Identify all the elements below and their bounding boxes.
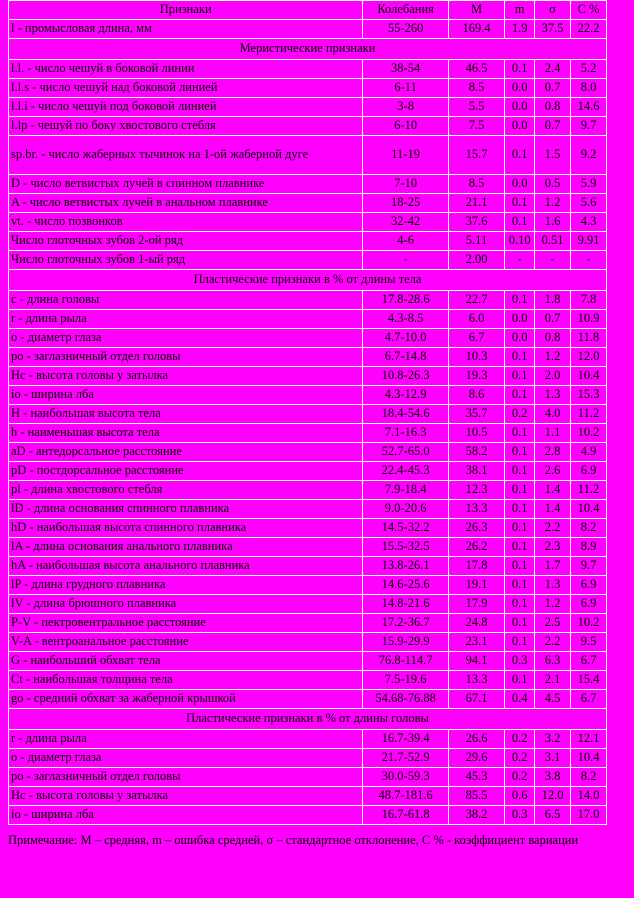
cell-cv: 6.9 bbox=[571, 576, 607, 595]
cell-sd: 3.2 bbox=[535, 730, 571, 749]
table-row bbox=[9, 576, 607, 595]
cell-error: - bbox=[505, 251, 535, 270]
cell-mean: 21.1 bbox=[448, 194, 505, 213]
cell-range: 22.4-45.3 bbox=[363, 462, 448, 481]
cell-error: 0.3 bbox=[505, 806, 535, 825]
section-row bbox=[9, 39, 607, 60]
cell-mean: 26.6 bbox=[448, 730, 505, 749]
cell-mean: 6.0 bbox=[448, 310, 505, 329]
cell-error: 0.0 bbox=[505, 98, 535, 117]
cell-trait: pl - длина хвостового стебля bbox=[9, 481, 363, 500]
table-body bbox=[9, 20, 607, 825]
cell-mean: 19.1 bbox=[448, 576, 505, 595]
cell-mean: 12.3 bbox=[448, 481, 505, 500]
cell-trait: l.l.s - число чешуй над боковой линией bbox=[9, 79, 363, 98]
cell-range: 17.8-28.6 bbox=[363, 291, 448, 310]
cell-error: 0.2 bbox=[505, 730, 535, 749]
cell-trait: H - наибольшая высота тела bbox=[9, 405, 363, 424]
table-row bbox=[9, 633, 607, 652]
cell-range: 17.2-36.7 bbox=[363, 614, 448, 633]
cell-trait: io - ширина лба bbox=[9, 386, 363, 405]
cell-trait: Ct - наибольшая толщина тела bbox=[9, 671, 363, 690]
cell-error: 0.1 bbox=[505, 500, 535, 519]
cell-mean: 17.9 bbox=[448, 595, 505, 614]
cell-mean: 58.2 bbox=[448, 443, 505, 462]
cell-sd: 1.4 bbox=[535, 500, 571, 519]
cell-range: - bbox=[363, 251, 448, 270]
cell-cv: 11.2 bbox=[571, 405, 607, 424]
cell-sd: 2.3 bbox=[535, 538, 571, 557]
cell-trait: po - заглазничный отдел головы bbox=[9, 348, 363, 367]
cell-sd: 2.4 bbox=[535, 60, 571, 79]
cell-error: 0.1 bbox=[505, 614, 535, 633]
cell-error: 0.1 bbox=[505, 633, 535, 652]
cell-error: 0.1 bbox=[505, 367, 535, 386]
cell-mean: 29.6 bbox=[448, 749, 505, 768]
cell-cv: - bbox=[571, 251, 607, 270]
cell-trait: Hc - высота головы у затылка bbox=[9, 367, 363, 386]
cell-sd: 0.5 bbox=[535, 175, 571, 194]
cell-cv: 4.3 bbox=[571, 213, 607, 232]
section-row bbox=[9, 709, 607, 730]
cell-error: 0.1 bbox=[505, 481, 535, 500]
cell-cv: 8.2 bbox=[571, 519, 607, 538]
cell-sd: 4.0 bbox=[535, 405, 571, 424]
cell-cv: 5.9 bbox=[571, 175, 607, 194]
header-trait: Признаки bbox=[9, 1, 363, 20]
table-row bbox=[9, 251, 607, 270]
table-row bbox=[9, 175, 607, 194]
cell-error: 0.1 bbox=[505, 386, 535, 405]
cell-range: 7.5-19.6 bbox=[363, 671, 448, 690]
cell-cv: 9.5 bbox=[571, 633, 607, 652]
cell-sd: 12.0 bbox=[535, 787, 571, 806]
cell-sd: 1.3 bbox=[535, 576, 571, 595]
cell-range: 6-11 bbox=[363, 79, 448, 98]
table-row bbox=[9, 614, 607, 633]
cell-mean: 19.3 bbox=[448, 367, 505, 386]
table-row bbox=[9, 405, 607, 424]
cell-cv: 8.0 bbox=[571, 79, 607, 98]
cell-sd: 2.5 bbox=[535, 614, 571, 633]
header-cv: C % bbox=[571, 1, 607, 20]
section-title: Пластические признаки в % от длины головы bbox=[9, 709, 607, 730]
cell-sd: 6.3 bbox=[535, 652, 571, 671]
cell-cv: 17.0 bbox=[571, 806, 607, 825]
cell-trait: l.l.i - число чешуй под боковой линией bbox=[9, 98, 363, 117]
cell-mean: 169.4 bbox=[448, 20, 505, 39]
cell-sd: 1.3 bbox=[535, 386, 571, 405]
cell-range: 30.0-59.3 bbox=[363, 768, 448, 787]
cell-cv: 6.9 bbox=[571, 462, 607, 481]
cell-error: 1.9 bbox=[505, 20, 535, 39]
cell-mean: 38.2 bbox=[448, 806, 505, 825]
cell-trait: lD - длина основания спинного плавника bbox=[9, 500, 363, 519]
cell-mean: 13.3 bbox=[448, 671, 505, 690]
cell-error: 0.1 bbox=[505, 595, 535, 614]
cell-cv: 7.8 bbox=[571, 291, 607, 310]
cell-error: 0.3 bbox=[505, 652, 535, 671]
cell-trait: o - диаметр глаза bbox=[9, 329, 363, 348]
cell-mean: 13.3 bbox=[448, 500, 505, 519]
cell-trait: Число глоточных зубов 2-ой ряд bbox=[9, 232, 363, 251]
cell-mean: 24.8 bbox=[448, 614, 505, 633]
cell-mean: 23.1 bbox=[448, 633, 505, 652]
cell-mean: 85.5 bbox=[448, 787, 505, 806]
cell-trait: c - длина головы bbox=[9, 291, 363, 310]
cell-sd: 1.5 bbox=[535, 136, 571, 175]
table-row bbox=[9, 98, 607, 117]
cell-sd: 4.5 bbox=[535, 690, 571, 709]
cell-range: 6-10 bbox=[363, 117, 448, 136]
table-row bbox=[9, 557, 607, 576]
header-mean: M bbox=[448, 1, 505, 20]
section-title: Меристические признаки bbox=[9, 39, 607, 60]
cell-cv: 14.6 bbox=[571, 98, 607, 117]
cell-error: 0.1 bbox=[505, 213, 535, 232]
cell-sd: 2.2 bbox=[535, 633, 571, 652]
cell-trait: go - средний обхват за жаберной крышкой bbox=[9, 690, 363, 709]
cell-cv: 8.2 bbox=[571, 768, 607, 787]
cell-sd: 2.8 bbox=[535, 443, 571, 462]
cell-trait: lA - длина основания анального плавника bbox=[9, 538, 363, 557]
cell-error: 0.1 bbox=[505, 194, 535, 213]
cell-error: 0.1 bbox=[505, 576, 535, 595]
cell-error: 0.0 bbox=[505, 329, 535, 348]
cell-error: 0.10 bbox=[505, 232, 535, 251]
cell-sd: 1.2 bbox=[535, 595, 571, 614]
cell-cv: 22.2 bbox=[571, 20, 607, 39]
cell-trait: D - число ветвистых лучей в спинном плавнике bbox=[9, 175, 363, 194]
cell-range: 7.9-18.4 bbox=[363, 481, 448, 500]
cell-mean: 37.6 bbox=[448, 213, 505, 232]
table-row bbox=[9, 768, 607, 787]
cell-mean: 8.6 bbox=[448, 386, 505, 405]
cell-mean: 22.7 bbox=[448, 291, 505, 310]
cell-range: 7-10 bbox=[363, 175, 448, 194]
cell-trait: A - число ветвистых лучей в анальном плавнике bbox=[9, 194, 363, 213]
table-row bbox=[9, 20, 607, 39]
table-row bbox=[9, 481, 607, 500]
cell-range: 6.7-14.8 bbox=[363, 348, 448, 367]
cell-range: 10.8-26.3 bbox=[363, 367, 448, 386]
cell-range: 21.7-52.9 bbox=[363, 749, 448, 768]
table-row bbox=[9, 60, 607, 79]
cell-cv: 11.8 bbox=[571, 329, 607, 348]
cell-trait: o - диаметр глаза bbox=[9, 749, 363, 768]
cell-range: 54.68-76.88 bbox=[363, 690, 448, 709]
cell-cv: 10.4 bbox=[571, 749, 607, 768]
cell-trait: pD - постдорсальное расстояние bbox=[9, 462, 363, 481]
table-row bbox=[9, 386, 607, 405]
cell-trait: r - длина рыла bbox=[9, 310, 363, 329]
cell-range: 16.7-39.4 bbox=[363, 730, 448, 749]
cell-range: 16.7-61.8 bbox=[363, 806, 448, 825]
cell-trait: l.l. - число чешуй в боковой линии bbox=[9, 60, 363, 79]
cell-mean: 45.3 bbox=[448, 768, 505, 787]
cell-sd: 1.6 bbox=[535, 213, 571, 232]
cell-error: 0.4 bbox=[505, 690, 535, 709]
cell-trait: r - длина рыла bbox=[9, 730, 363, 749]
header-sd: σ bbox=[535, 1, 571, 20]
table-row bbox=[9, 595, 607, 614]
cell-cv: 9.7 bbox=[571, 117, 607, 136]
cell-cv: 4.9 bbox=[571, 443, 607, 462]
table-row bbox=[9, 291, 607, 310]
cell-trait: hA - наибольшая высота анального плавника bbox=[9, 557, 363, 576]
cell-trait: vt. - число позвонков bbox=[9, 213, 363, 232]
cell-error: 0.1 bbox=[505, 443, 535, 462]
cell-error: 0.1 bbox=[505, 291, 535, 310]
cell-sd: 2.6 bbox=[535, 462, 571, 481]
cell-cv: 9.2 bbox=[571, 136, 607, 175]
cell-mean: 5.11 bbox=[448, 232, 505, 251]
cell-range: 9.0-20.6 bbox=[363, 500, 448, 519]
cell-trait: G - наибольший обхват тела bbox=[9, 652, 363, 671]
cell-cv: 14.0 bbox=[571, 787, 607, 806]
cell-cv: 15.4 bbox=[571, 671, 607, 690]
cell-mean: 26.2 bbox=[448, 538, 505, 557]
table-row bbox=[9, 310, 607, 329]
cell-error: 0.1 bbox=[505, 136, 535, 175]
table-row bbox=[9, 787, 607, 806]
cell-cv: 10.4 bbox=[571, 500, 607, 519]
cell-range: 76.8-114.7 bbox=[363, 652, 448, 671]
cell-sd: 6.5 bbox=[535, 806, 571, 825]
cell-cv: 9.91 bbox=[571, 232, 607, 251]
table-row bbox=[9, 232, 607, 251]
cell-error: 0.1 bbox=[505, 538, 535, 557]
cell-error: 0.1 bbox=[505, 671, 535, 690]
cell-cv: 5.2 bbox=[571, 60, 607, 79]
cell-mean: 94.1 bbox=[448, 652, 505, 671]
cell-sd: 3.8 bbox=[535, 768, 571, 787]
cell-trait: io - ширина лба bbox=[9, 806, 363, 825]
table-row bbox=[9, 690, 607, 709]
cell-error: 0.0 bbox=[505, 79, 535, 98]
table-note: Примечание: M – средняя, m – ошибка средней, σ – стандартное отклонение, C % - коэффициент вариации bbox=[8, 833, 579, 847]
cell-cv: 12.0 bbox=[571, 348, 607, 367]
cell-error: 0.1 bbox=[505, 462, 535, 481]
cell-error: 0.1 bbox=[505, 424, 535, 443]
cell-error: 0.2 bbox=[505, 405, 535, 424]
header-range: Колебания bbox=[363, 1, 448, 20]
cell-sd: 2.1 bbox=[535, 671, 571, 690]
cell-cv: 5.6 bbox=[571, 194, 607, 213]
cell-mean: 5.5 bbox=[448, 98, 505, 117]
cell-mean: 26.3 bbox=[448, 519, 505, 538]
cell-sd: 0.8 bbox=[535, 98, 571, 117]
morphometric-table bbox=[8, 0, 607, 825]
cell-range: 4.3-12.9 bbox=[363, 386, 448, 405]
section-title: Пластические признаки в % от длины тела bbox=[9, 270, 607, 291]
cell-trait: po - заглазничный отдел головы bbox=[9, 768, 363, 787]
cell-range: 18-25 bbox=[363, 194, 448, 213]
cell-error: 0.1 bbox=[505, 557, 535, 576]
cell-cv: 6.7 bbox=[571, 690, 607, 709]
cell-range: 15.9-29.9 bbox=[363, 633, 448, 652]
cell-trait: Hc - высота головы у затылка bbox=[9, 787, 363, 806]
table-header-row bbox=[9, 1, 607, 20]
cell-range: 14.8-21.6 bbox=[363, 595, 448, 614]
cell-range: 18.4-54.6 bbox=[363, 405, 448, 424]
cell-error: 0.2 bbox=[505, 768, 535, 787]
cell-mean: 2.00 bbox=[448, 251, 505, 270]
cell-sd: 1.1 bbox=[535, 424, 571, 443]
table-row bbox=[9, 538, 607, 557]
cell-cv: 12.1 bbox=[571, 730, 607, 749]
cell-range: 3-8 bbox=[363, 98, 448, 117]
cell-range: 4-6 bbox=[363, 232, 448, 251]
cell-cv: 11.2 bbox=[571, 481, 607, 500]
cell-error: 0.0 bbox=[505, 117, 535, 136]
cell-cv: 10.9 bbox=[571, 310, 607, 329]
cell-range: 4.7-10.0 bbox=[363, 329, 448, 348]
cell-sd: 0.7 bbox=[535, 117, 571, 136]
table-row bbox=[9, 117, 607, 136]
cell-error: 0.6 bbox=[505, 787, 535, 806]
table-row bbox=[9, 194, 607, 213]
cell-sd: 1.8 bbox=[535, 291, 571, 310]
table-row bbox=[9, 500, 607, 519]
cell-mean: 67.1 bbox=[448, 690, 505, 709]
cell-range: 52.7-65.0 bbox=[363, 443, 448, 462]
cell-sd: 2.2 bbox=[535, 519, 571, 538]
table-row bbox=[9, 424, 607, 443]
cell-sd: 0.51 bbox=[535, 232, 571, 251]
table-row bbox=[9, 213, 607, 232]
cell-sd: 3.1 bbox=[535, 749, 571, 768]
table-row bbox=[9, 443, 607, 462]
header-error: m bbox=[505, 1, 535, 20]
cell-range: 38-54 bbox=[363, 60, 448, 79]
table-row bbox=[9, 348, 607, 367]
cell-sd: 0.7 bbox=[535, 79, 571, 98]
cell-mean: 46.5 bbox=[448, 60, 505, 79]
table-row bbox=[9, 519, 607, 538]
cell-range: 14.5-32.2 bbox=[363, 519, 448, 538]
cell-mean: 10.3 bbox=[448, 348, 505, 367]
cell-trait: h - наименьшая высота тела bbox=[9, 424, 363, 443]
cell-trait: hD - наибольшая высота спинного плавника bbox=[9, 519, 363, 538]
cell-range: 7.1-16.3 bbox=[363, 424, 448, 443]
cell-mean: 8.5 bbox=[448, 79, 505, 98]
cell-trait: V-A - вентроанальное расстояние bbox=[9, 633, 363, 652]
cell-sd: 1.4 bbox=[535, 481, 571, 500]
cell-error: 0.2 bbox=[505, 749, 535, 768]
cell-mean: 17.8 bbox=[448, 557, 505, 576]
cell-mean: 15.7 bbox=[448, 136, 505, 175]
cell-cv: 10.2 bbox=[571, 614, 607, 633]
cell-mean: 8.5 bbox=[448, 175, 505, 194]
cell-range: 4.3-8.5 bbox=[363, 310, 448, 329]
cell-sd: 0.8 bbox=[535, 329, 571, 348]
cell-cv: 10.2 bbox=[571, 424, 607, 443]
cell-error: 0.1 bbox=[505, 60, 535, 79]
table-row bbox=[9, 329, 607, 348]
cell-range: 48.7-181.6 bbox=[363, 787, 448, 806]
cell-trait: sp.br. - число жаберных тычинок на 1-ой жаберной дуге bbox=[9, 136, 363, 175]
cell-cv: 10.4 bbox=[571, 367, 607, 386]
section-row bbox=[9, 270, 607, 291]
cell-trait: P-V - пектровентральное расстояние bbox=[9, 614, 363, 633]
cell-trait: lV - длина брюшного плавника bbox=[9, 595, 363, 614]
cell-range: 14.6-25.6 bbox=[363, 576, 448, 595]
cell-sd: - bbox=[535, 251, 571, 270]
cell-range: 13.8-26.1 bbox=[363, 557, 448, 576]
cell-cv: 15.3 bbox=[571, 386, 607, 405]
cell-error: 0.0 bbox=[505, 310, 535, 329]
cell-mean: 7.5 bbox=[448, 117, 505, 136]
cell-mean: 6.7 bbox=[448, 329, 505, 348]
table-row bbox=[9, 79, 607, 98]
cell-trait: l - промысловая длина, мм bbox=[9, 20, 363, 39]
table-row bbox=[9, 652, 607, 671]
cell-trait: aD - антедорсальное расстояние bbox=[9, 443, 363, 462]
cell-trait: Число глоточных зубов 1-ый ряд bbox=[9, 251, 363, 270]
table-row bbox=[9, 806, 607, 825]
cell-range: 55-260 bbox=[363, 20, 448, 39]
cell-sd: 0.7 bbox=[535, 310, 571, 329]
cell-trait: l.lp - чешуй по боку хвостового стебля bbox=[9, 117, 363, 136]
table-row bbox=[9, 462, 607, 481]
cell-mean: 35.7 bbox=[448, 405, 505, 424]
table-row bbox=[9, 367, 607, 386]
table-row bbox=[9, 136, 607, 175]
cell-range: 11-19 bbox=[363, 136, 448, 175]
cell-sd: 2.0 bbox=[535, 367, 571, 386]
table-row bbox=[9, 671, 607, 690]
table-row bbox=[9, 730, 607, 749]
cell-mean: 38.1 bbox=[448, 462, 505, 481]
cell-sd: 1.7 bbox=[535, 557, 571, 576]
cell-sd: 37.5 bbox=[535, 20, 571, 39]
cell-error: 0.0 bbox=[505, 175, 535, 194]
cell-range: 32-42 bbox=[363, 213, 448, 232]
cell-cv: 6.7 bbox=[571, 652, 607, 671]
cell-range: 15.5-32.5 bbox=[363, 538, 448, 557]
cell-cv: 6.9 bbox=[571, 595, 607, 614]
cell-error: 0.1 bbox=[505, 519, 535, 538]
cell-sd: 1.2 bbox=[535, 194, 571, 213]
cell-cv: 9.7 bbox=[571, 557, 607, 576]
cell-error: 0.1 bbox=[505, 348, 535, 367]
cell-trait: lP - длина грудного плавника bbox=[9, 576, 363, 595]
table-row bbox=[9, 749, 607, 768]
cell-cv: 8.9 bbox=[571, 538, 607, 557]
cell-mean: 10.5 bbox=[448, 424, 505, 443]
cell-sd: 1.2 bbox=[535, 348, 571, 367]
